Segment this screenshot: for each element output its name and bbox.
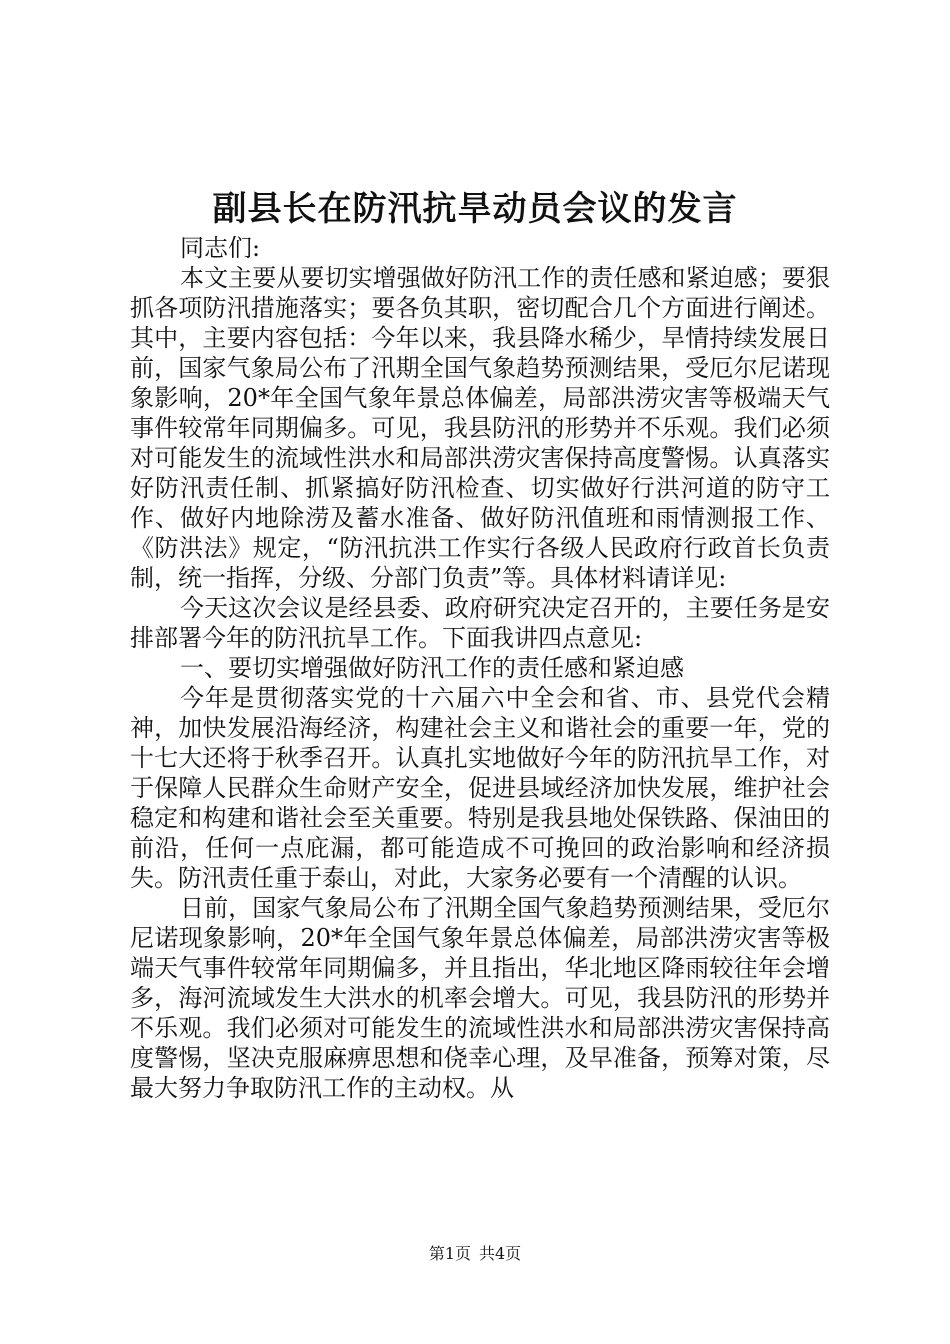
document-title: 副县长在防汛抗旱动员会议的发言 [212,189,738,229]
document-body [130,233,830,1103]
body-paragraph: 今年是贯彻落实党的十六届六中全会和省、市、县党代会精神，加快发展沿海经济，构建社会主义和谐社会的重要一年，党的十七大还将于秋季召开。认真扎实地做好今年的防汛抗旱工作，对于保障人民群众生命财产安全，促进县域经济加快发展，维护社会稳定和构建和谐社会至关重要。特别是我县地处保铁路、保油田的前沿，任何一点庇漏，都可能造成不可挽回的政治影响和经济损失。防汛责任重于泰山，对此，大家务必要有一个清醒的认识。 [130,684,830,892]
salutation-paragraph: 同志们: [180,234,261,262]
section-heading-1: 一、要切实增强做好防汛工作的责任感和紧迫感 [180,654,684,682]
intro-paragraph: 今天这次会议是经县委、政府研究决定召开的，主要任务是安排部署今年的防汛抗旱工作。下面我讲四点意见: [130,594,830,652]
page-number: 第1页 [428,1244,471,1263]
summary-paragraph: 本文主要从要切实增强做好防汛工作的责任感和紧迫感；要狠抓各项防汛措施落实；要各负其职，密切配合几个方面进行阐述。其中，主要内容包括：今年以来，我县降水稀少，旱情持续发展日前，国家气象局公布了汛期全国气象趋势预测结果，受厄尔尼诺现象影响，20*年全国气象年景总体偏差，局部洪涝灾害等极端天气事件较常年同期偏多。可见，我县防汛的形势并不乐观。我们必须对可能发生的流域性洪水和局部洪涝灾害保持高度警惕。认真落实好防汛责任制、抓紧搞好防汛检查、切实做好行洪河道的防守工作、做好内地除涝及蓄水准备、做好防汛值班和雨情测报工作、《防洪法》规定，“防汛抗洪工作实行各级人民政府行政首长负责制，统一指挥，分级、分部门负责”等。具体材料请详见: [130,264,830,592]
page-footer [0,1244,950,1264]
page-total: 共4页 [479,1244,522,1263]
body-paragraph: 日前，国家气象局公布了汛期全国气象趋势预测结果，受厄尔尼诺现象影响，20*年全国气象年景总体偏差，局部洪涝灾害等极端天气事件较常年同期偏多，并且指出，华北地区降雨较往年会增多，海河流域发生大洪水的机率会增大。可见，我县防汛的形势并不乐观。我们必须对可能发生的流域性洪水和局部洪涝灾害保持高度警惕，坚决克服麻痹思想和侥幸心理，及早准备，预筹对策，尽最大努力争取防汛工作的主动权。从 [130,894,830,1102]
